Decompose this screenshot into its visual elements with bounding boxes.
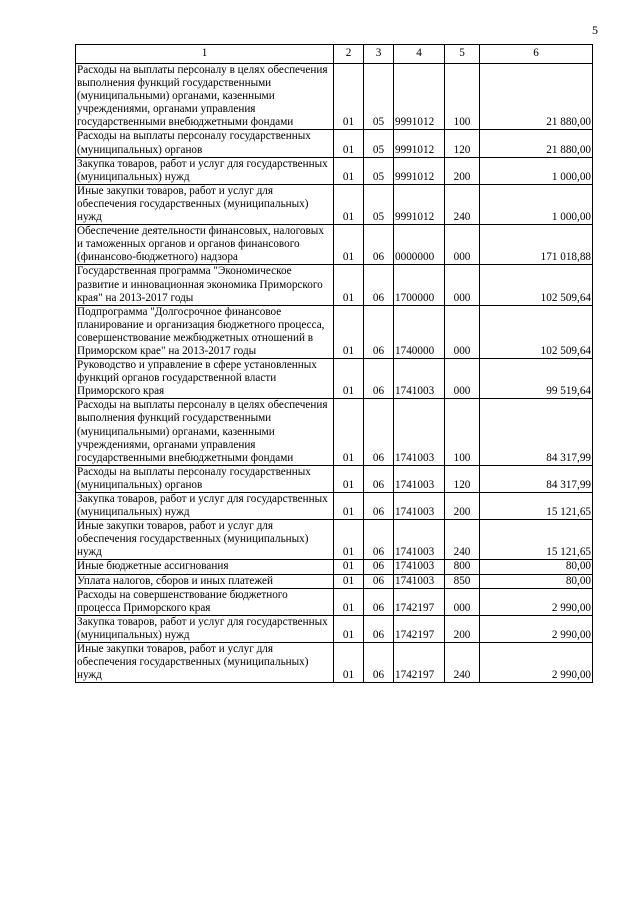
row-subsection-code: 06 <box>364 265 394 305</box>
row-target-article-code: 1741003 <box>394 574 445 588</box>
row-subsection-code: 06 <box>364 574 394 588</box>
row-section-code: 01 <box>334 520 364 560</box>
row-section-code: 01 <box>334 493 364 520</box>
header-cell-1: 1 <box>76 45 334 64</box>
row-section-code: 01 <box>334 588 364 615</box>
row-subsection-code: 06 <box>364 493 394 520</box>
header-cell-5: 5 <box>445 45 480 64</box>
row-section-code: 01 <box>334 265 364 305</box>
row-target-article-code: 0000000 <box>394 225 445 265</box>
row-amount: 2 990,00 <box>480 615 593 642</box>
row-section-code: 01 <box>334 184 364 224</box>
row-expense-type-code: 200 <box>445 493 480 520</box>
row-amount: 21 880,00 <box>480 64 593 130</box>
header-cell-6: 6 <box>480 45 593 64</box>
row-subsection-code: 06 <box>364 465 394 492</box>
table-row <box>76 265 593 305</box>
row-expense-type-code: 240 <box>445 184 480 224</box>
row-section-code: 01 <box>334 359 364 399</box>
row-subsection-code: 05 <box>364 64 394 130</box>
row-description: Расходы на совершенствование бюджетного процесса Приморского края <box>76 588 334 615</box>
table-row <box>76 359 593 399</box>
row-description: Расходы на выплаты персоналу в целях обеспечения выполнения функций государственными (муниципальными) органами, казенными учреждениями, органами управления государственными внебюджетными фондами <box>76 399 334 465</box>
row-amount: 2 990,00 <box>480 643 593 683</box>
row-description: Уплата налогов, сборов и иных платежей <box>76 574 334 588</box>
row-description: Закупка товаров, работ и услуг для государственных (муниципальных) нужд <box>76 615 334 642</box>
table-row <box>76 574 593 588</box>
row-amount: 102 509,64 <box>480 265 593 305</box>
header-cell-3: 3 <box>364 45 394 64</box>
row-amount: 21 880,00 <box>480 130 593 157</box>
row-expense-type-code: 200 <box>445 157 480 184</box>
row-expense-type-code: 000 <box>445 305 480 358</box>
row-target-article-code: 1700000 <box>394 265 445 305</box>
row-section-code: 01 <box>334 615 364 642</box>
row-section-code: 01 <box>334 157 364 184</box>
row-description: Государственная программа "Экономическое развитие и инновационная экономика Приморского края" на 2013-2017 годы <box>76 265 334 305</box>
row-section-code: 01 <box>334 465 364 492</box>
row-expense-type-code: 100 <box>445 399 480 465</box>
table-body <box>76 64 593 683</box>
row-section-code: 01 <box>334 399 364 465</box>
table-row <box>76 560 593 574</box>
row-subsection-code: 06 <box>364 359 394 399</box>
table-row <box>76 588 593 615</box>
table-row <box>76 520 593 560</box>
row-amount: 99 519,64 <box>480 359 593 399</box>
table-row <box>76 305 593 358</box>
row-target-article-code: 9991012 <box>394 130 445 157</box>
row-expense-type-code: 000 <box>445 588 480 615</box>
row-description: Иные закупки товаров, работ и услуг для обеспечения государственных (муниципальных) нужд <box>76 184 334 224</box>
row-description: Расходы на выплаты персоналу государственных (муниципальных) органов <box>76 130 334 157</box>
row-section-code: 01 <box>334 130 364 157</box>
row-amount: 102 509,64 <box>480 305 593 358</box>
row-description: Иные закупки товаров, работ и услуг для обеспечения государственных (муниципальных) нужд <box>76 520 334 560</box>
row-description: Иные бюджетные ассигнования <box>76 560 334 574</box>
table-row <box>76 130 593 157</box>
table-row <box>76 615 593 642</box>
row-subsection-code: 05 <box>364 130 394 157</box>
table-row <box>76 157 593 184</box>
row-subsection-code: 06 <box>364 520 394 560</box>
header-cell-2: 2 <box>334 45 364 64</box>
row-expense-type-code: 850 <box>445 574 480 588</box>
row-section-code: 01 <box>334 574 364 588</box>
row-expense-type-code: 240 <box>445 520 480 560</box>
row-amount: 15 121,65 <box>480 493 593 520</box>
row-target-article-code: 1742197 <box>394 615 445 642</box>
row-target-article-code: 1741003 <box>394 465 445 492</box>
table-row <box>76 184 593 224</box>
table-row <box>76 493 593 520</box>
row-target-article-code: 1741003 <box>394 359 445 399</box>
row-section-code: 01 <box>334 643 364 683</box>
row-subsection-code: 06 <box>364 560 394 574</box>
header-cell-4: 4 <box>394 45 445 64</box>
row-expense-type-code: 000 <box>445 265 480 305</box>
header-row <box>76 45 593 64</box>
row-subsection-code: 06 <box>364 615 394 642</box>
row-amount: 84 317,99 <box>480 465 593 492</box>
row-expense-type-code: 120 <box>445 130 480 157</box>
row-subsection-code: 06 <box>364 399 394 465</box>
row-target-article-code: 1741003 <box>394 520 445 560</box>
row-description: Руководство и управление в сфере установленных функций органов государственной власти Приморского края <box>76 359 334 399</box>
row-amount: 171 018,88 <box>480 225 593 265</box>
row-amount: 1 000,00 <box>480 157 593 184</box>
row-expense-type-code: 000 <box>445 225 480 265</box>
row-description: Подпрограмма "Долгосрочное финансовое планирование и организация бюджетного процесса, совершенствование межбюджетных отношений в Приморском крае" на 2013-2017 годы <box>76 305 334 358</box>
row-expense-type-code: 200 <box>445 615 480 642</box>
row-description: Закупка товаров, работ и услуг для государственных (муниципальных) нужд <box>76 493 334 520</box>
row-target-article-code: 9991012 <box>394 184 445 224</box>
row-subsection-code: 06 <box>364 225 394 265</box>
row-target-article-code: 9991012 <box>394 157 445 184</box>
row-subsection-code: 05 <box>364 184 394 224</box>
row-expense-type-code: 800 <box>445 560 480 574</box>
row-subsection-code: 06 <box>364 588 394 615</box>
row-section-code: 01 <box>334 225 364 265</box>
row-amount: 2 990,00 <box>480 588 593 615</box>
table-row <box>76 64 593 130</box>
row-expense-type-code: 120 <box>445 465 480 492</box>
row-target-article-code: 1742197 <box>394 588 445 615</box>
row-expense-type-code: 240 <box>445 643 480 683</box>
row-description: Иные закупки товаров, работ и услуг для обеспечения государственных (муниципальных) нужд <box>76 643 334 683</box>
table-row <box>76 225 593 265</box>
page-number: 5 <box>592 23 598 37</box>
row-description: Расходы на выплаты персоналу государственных (муниципальных) органов <box>76 465 334 492</box>
table-row <box>76 643 593 683</box>
row-amount: 1 000,00 <box>480 184 593 224</box>
row-target-article-code: 1741003 <box>394 560 445 574</box>
row-description: Закупка товаров, работ и услуг для государственных (муниципальных) нужд <box>76 157 334 184</box>
row-target-article-code: 1741003 <box>394 399 445 465</box>
row-amount: 80,00 <box>480 574 593 588</box>
row-subsection-code: 06 <box>364 305 394 358</box>
row-expense-type-code: 000 <box>445 359 480 399</box>
row-target-article-code: 9991012 <box>394 64 445 130</box>
row-section-code: 01 <box>334 560 364 574</box>
row-amount: 15 121,65 <box>480 520 593 560</box>
row-description: Обеспечение деятельности финансовых, налоговых и таможенных органов и органов финансового (финансово-бюджетного) надзора <box>76 225 334 265</box>
row-description: Расходы на выплаты персоналу в целях обеспечения выполнения функций государственными (муниципальными) органами, казенными учреждениями, органами управления государственными внебюджетными фондами <box>76 64 334 130</box>
row-amount: 84 317,99 <box>480 399 593 465</box>
row-section-code: 01 <box>334 64 364 130</box>
row-amount: 80,00 <box>480 560 593 574</box>
row-subsection-code: 05 <box>364 157 394 184</box>
row-target-article-code: 1740000 <box>394 305 445 358</box>
budget-table <box>75 44 593 683</box>
table-row <box>76 465 593 492</box>
row-expense-type-code: 100 <box>445 64 480 130</box>
row-section-code: 01 <box>334 305 364 358</box>
row-target-article-code: 1742197 <box>394 643 445 683</box>
row-subsection-code: 06 <box>364 643 394 683</box>
row-target-article-code: 1741003 <box>394 493 445 520</box>
table-row <box>76 399 593 465</box>
